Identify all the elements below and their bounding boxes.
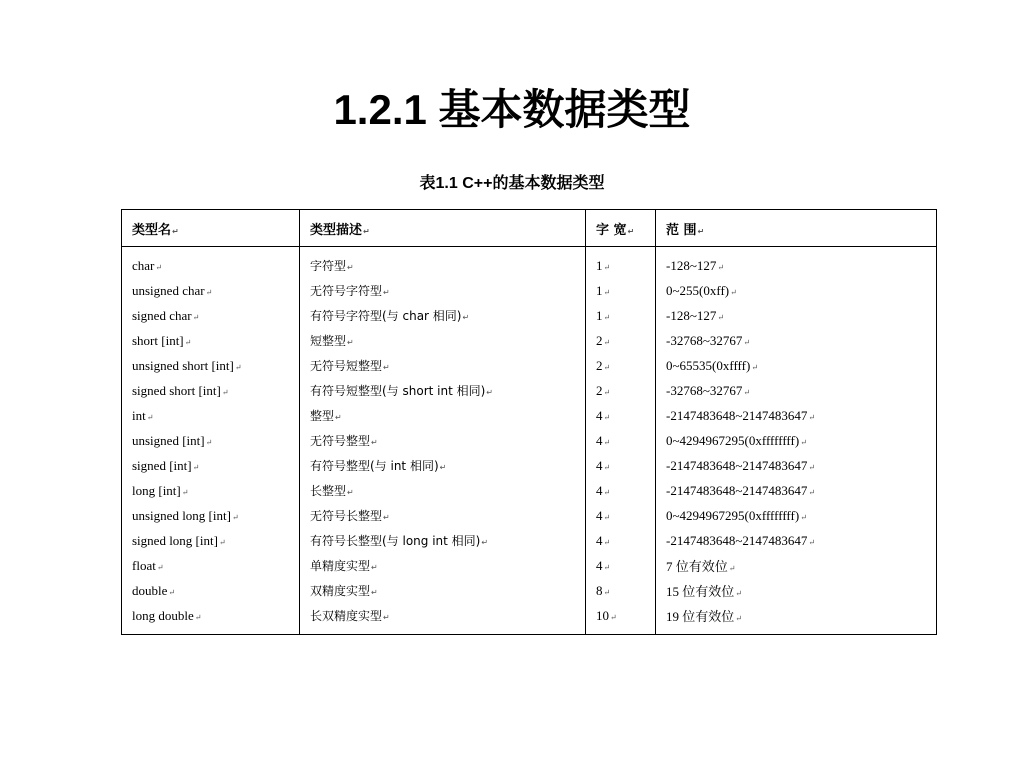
cell-range-text: -128~127 [666, 307, 717, 323]
cell-mark: ↵ [383, 288, 390, 297]
cell-range-text: -2147483648~2147483647 [666, 407, 808, 423]
cell-type-desc [300, 353, 586, 378]
cell-mark: ↵ [481, 538, 489, 547]
cell-width [586, 478, 656, 503]
cell-width-text: 4 [596, 407, 603, 423]
cell-mark: ↵ [603, 562, 611, 572]
cell-type-desc-text: 字符型 [310, 259, 347, 273]
cell-range [656, 528, 937, 553]
cell-mark: ↵ [603, 462, 611, 472]
cell-mark: ↵ [439, 463, 447, 472]
cell-range-text: -2147483648~2147483647 [666, 532, 808, 548]
cell-type-name [122, 247, 300, 279]
cell-mark: ↵ [728, 564, 736, 573]
cell-mark: ↵ [168, 587, 176, 597]
cell-mark: ↵ [743, 337, 751, 347]
cell-width [586, 328, 656, 353]
table-row [122, 553, 937, 578]
cell-range [656, 328, 937, 353]
cell-type-desc-text: 长双精度实型 [310, 609, 383, 623]
cell-mark: ↵ [335, 413, 342, 422]
cell-width-text: 2 [596, 332, 603, 348]
cell-mark: ↵ [371, 438, 378, 447]
cell-mark: ↵ [751, 362, 759, 372]
cell-width [586, 553, 656, 578]
cell-type-desc [300, 528, 586, 553]
cell-width-text: 2 [596, 382, 603, 398]
cell-type-desc [300, 278, 586, 303]
cell-type-desc [300, 603, 586, 635]
cell-mark: ↵ [743, 387, 751, 397]
cell-type-name [122, 403, 300, 428]
cell-mark: ↵ [717, 312, 725, 322]
table-caption: 表1.1 C++的基本数据类型 [419, 175, 605, 192]
cell-mark: ↵ [603, 537, 611, 547]
cell-width-text: 4 [596, 532, 603, 548]
cell-mark: ↵ [603, 362, 611, 372]
cell-width-text: 8 [596, 582, 603, 598]
cell-width [586, 278, 656, 303]
table-row [122, 278, 937, 303]
table-row [122, 528, 937, 553]
cell-mark: ↵ [156, 562, 164, 572]
cell-type-desc [300, 503, 586, 528]
cell-range-text: 15 位有效位 [666, 584, 735, 599]
cell-mark: ↵ [808, 412, 816, 422]
cell-type-desc-text: 短整型 [310, 334, 347, 348]
cell-width [586, 578, 656, 603]
cell-range [656, 553, 937, 578]
cell-type-name-text: long double [132, 607, 194, 623]
header-type-desc-label: 类型描述 [310, 222, 363, 238]
cell-width [586, 378, 656, 403]
cell-mark: ↵ [735, 614, 742, 623]
cell-mark: ↵ [808, 537, 816, 547]
cell-range [656, 303, 937, 328]
table-row [122, 247, 937, 279]
cell-mark: ↵ [603, 487, 611, 497]
cell-range-text: 0~4294967295(0xffffffff) [666, 432, 800, 448]
table-row [122, 428, 937, 453]
cell-type-desc-text: 有符号整型(与 int 相同) [310, 459, 439, 473]
cell-type-desc [300, 453, 586, 478]
cell-mark: ↵ [603, 587, 611, 597]
cell-type-desc-text: 长整型 [310, 484, 347, 498]
cell-range [656, 428, 937, 453]
cell-type-name-text: int [132, 407, 146, 423]
header-range [656, 210, 937, 247]
table-header [122, 210, 937, 247]
cell-range [656, 603, 937, 635]
table-row [122, 578, 937, 603]
cell-width-text: 4 [596, 507, 603, 523]
cell-mark: ↵ [205, 287, 213, 297]
cell-type-name-text: signed [int] [132, 457, 192, 473]
cell-mark: ↵ [383, 513, 390, 522]
header-type-name [122, 210, 300, 247]
cell-mark: ↵ [172, 226, 179, 236]
cell-type-name-text: short [int] [132, 332, 184, 348]
cell-mark: ↵ [371, 588, 378, 597]
table-row [122, 328, 937, 353]
cell-mark: ↵ [192, 462, 200, 472]
cell-mark: ↵ [371, 563, 378, 572]
cell-range-text: -32768~32767 [666, 332, 743, 348]
cell-mark: ↵ [221, 387, 229, 397]
cell-mark: ↵ [363, 226, 370, 236]
cell-range [656, 503, 937, 528]
cell-type-name-text: signed char [132, 307, 192, 323]
cell-mark: ↵ [181, 487, 189, 497]
cell-type-name [122, 528, 300, 553]
cell-mark: ↵ [603, 437, 611, 447]
cell-type-name [122, 428, 300, 453]
cell-mark: ↵ [462, 313, 470, 322]
cell-type-name [122, 503, 300, 528]
cell-mark: ↵ [192, 312, 200, 322]
cell-width [586, 503, 656, 528]
cell-type-desc [300, 247, 586, 279]
cell-mark: ↵ [697, 226, 705, 236]
cell-mark: ↵ [800, 437, 807, 447]
cell-mark: ↵ [231, 512, 239, 522]
cell-mark: ↵ [800, 512, 807, 522]
cell-type-desc-text: 无符号长整型 [310, 509, 383, 523]
cell-mark: ↵ [383, 613, 390, 622]
cell-type-desc-text: 无符号字符型 [310, 284, 383, 298]
cell-type-desc [300, 578, 586, 603]
cell-range [656, 278, 937, 303]
cell-range-text: -128~127 [666, 257, 717, 273]
cell-mark: ↵ [603, 337, 611, 347]
header-range-label: 范 围 [666, 222, 697, 238]
header-width [586, 210, 656, 247]
cell-width [586, 247, 656, 279]
cell-mark: ↵ [808, 462, 816, 472]
cell-mark: ↵ [146, 412, 154, 422]
cell-type-name [122, 553, 300, 578]
cell-type-name [122, 278, 300, 303]
cell-mark: ↵ [603, 312, 611, 322]
cell-mark: ↵ [383, 363, 390, 372]
table-row [122, 603, 937, 635]
cell-mark: ↵ [603, 262, 611, 272]
cell-mark: ↵ [730, 287, 737, 297]
cell-range [656, 247, 937, 279]
cell-range [656, 453, 937, 478]
cell-width-text: 4 [596, 432, 603, 448]
table-row [122, 353, 937, 378]
cell-mark: ↵ [347, 488, 354, 497]
cell-type-desc [300, 553, 586, 578]
cell-mark: ↵ [218, 537, 226, 547]
cell-width-text: 1 [596, 257, 603, 273]
cell-type-name [122, 603, 300, 635]
cell-range-text: 19 位有效位 [666, 609, 735, 624]
cell-range-text: 7 位有效位 [666, 559, 728, 574]
cell-mark: ↵ [735, 589, 742, 598]
cell-type-name-text: double [132, 582, 168, 598]
cell-mark: ↵ [603, 387, 611, 397]
cell-type-desc-text: 无符号整型 [310, 434, 371, 448]
cell-width-text: 1 [596, 307, 603, 323]
cell-type-name [122, 453, 300, 478]
cell-type-name [122, 328, 300, 353]
cell-type-desc [300, 328, 586, 353]
cell-width [586, 428, 656, 453]
cell-type-name-text: char [132, 257, 155, 273]
cell-width [586, 353, 656, 378]
cell-type-desc-text: 整型 [310, 409, 335, 423]
cell-type-desc [300, 428, 586, 453]
cell-type-name [122, 303, 300, 328]
cell-type-name [122, 578, 300, 603]
header-width-label: 字 宽 [596, 222, 627, 238]
cell-type-name-text: unsigned [int] [132, 432, 205, 448]
cell-width-text: 10 [596, 607, 609, 623]
cell-range [656, 353, 937, 378]
cell-mark: ↵ [610, 612, 617, 622]
cell-width-text: 4 [596, 557, 603, 573]
cell-type-name-text: float [132, 557, 156, 573]
cell-type-name-text: unsigned short [int] [132, 357, 234, 373]
table-row [122, 403, 937, 428]
cell-type-name-text: signed long [int] [132, 532, 218, 548]
table-row [122, 503, 937, 528]
cell-range [656, 478, 937, 503]
slide-title: 1.2.1 基本数据类型 [333, 86, 691, 133]
cell-type-desc-text: 双精度实型 [310, 584, 371, 598]
cell-type-name [122, 378, 300, 403]
cell-mark: ↵ [347, 263, 354, 272]
cell-type-desc [300, 303, 586, 328]
cell-mark: ↵ [194, 612, 202, 622]
cell-type-name [122, 353, 300, 378]
cell-type-name-text: unsigned char [132, 282, 205, 298]
cell-mark: ↵ [486, 388, 493, 397]
cell-mark: ↵ [603, 287, 611, 297]
cell-mark: ↵ [184, 337, 192, 347]
table-row [122, 453, 937, 478]
cell-type-desc-text: 无符号短整型 [310, 359, 383, 373]
header-type-desc [300, 210, 586, 247]
cell-type-desc-text: 有符号短整型(与 short int 相同) [310, 384, 486, 398]
cell-type-desc-text: 有符号长整型(与 long int 相同) [310, 534, 481, 548]
cell-mark: ↵ [603, 512, 611, 522]
cell-range-text: -2147483648~2147483647 [666, 457, 808, 473]
cell-mark: ↵ [155, 262, 163, 272]
cell-range-text: -32768~32767 [666, 382, 743, 398]
cell-type-name-text: signed short [int] [132, 382, 221, 398]
cell-type-desc [300, 478, 586, 503]
cell-width-text: 4 [596, 457, 603, 473]
cell-type-name-text: unsigned long [int] [132, 507, 231, 523]
table-body [122, 247, 937, 635]
cell-type-desc [300, 403, 586, 428]
cell-mark: ↵ [808, 487, 816, 497]
cell-mark: ↵ [717, 262, 725, 272]
cell-mark: ↵ [234, 362, 242, 372]
cell-width [586, 453, 656, 478]
cell-width-text: 2 [596, 357, 603, 373]
cell-range-text: 0~65535(0xffff) [666, 357, 751, 373]
cell-mark: ↵ [347, 338, 354, 347]
cell-type-name [122, 478, 300, 503]
cell-type-desc [300, 378, 586, 403]
cell-range [656, 378, 937, 403]
table-row [122, 478, 937, 503]
cell-type-desc-text: 有符号字符型(与 char 相同) [310, 309, 462, 323]
cell-mark: ↵ [205, 437, 213, 447]
header-type-name-label: 类型名 [132, 222, 172, 238]
cell-type-desc-text: 单精度实型 [310, 559, 371, 573]
cell-range-text: -2147483648~2147483647 [666, 482, 808, 498]
table-row [122, 378, 937, 403]
cell-range [656, 403, 937, 428]
cell-width-text: 4 [596, 482, 603, 498]
cell-width [586, 403, 656, 428]
data-types-table [121, 209, 937, 635]
cell-width-text: 1 [596, 282, 603, 298]
cell-range [656, 578, 937, 603]
cell-width [586, 303, 656, 328]
cell-width [586, 603, 656, 635]
cell-mark: ↵ [627, 226, 635, 236]
cell-range-text: 0~4294967295(0xffffffff) [666, 507, 800, 523]
cell-width [586, 528, 656, 553]
cell-mark: ↵ [603, 412, 611, 422]
cell-range-text: 0~255(0xff) [666, 282, 730, 298]
cell-type-name-text: long [int] [132, 482, 181, 498]
table-row [122, 303, 937, 328]
header-row [122, 210, 937, 247]
